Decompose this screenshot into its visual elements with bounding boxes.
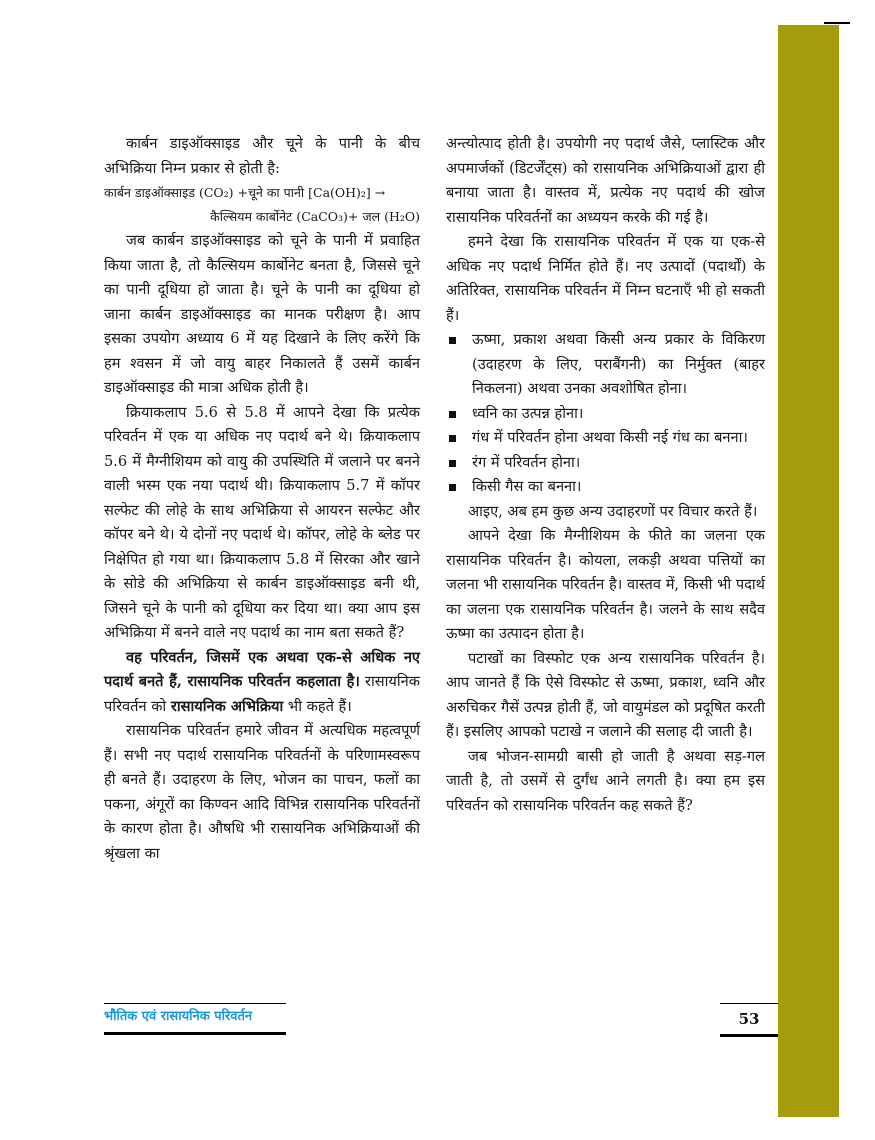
page-number: 53 [738, 1010, 760, 1028]
definition-bold: वह परिवर्तन, जिसमें एक अथवा एक-से अधिक नए पदार्थ बनते हैं, रासायनिक परिवर्तन कहलाता है। [104, 648, 420, 690]
intro-paragraph: कार्बन डाइऑक्साइड और चूने के पानी के बीच अभिक्रिया निम्न प्रकार से होती है: [104, 135, 420, 177]
firecracker-paragraph: पटाखों का विस्फोट एक अन्य रासायनिक परिवर्तन है। आप जानते हैं कि ऐसे विस्फोट से ऊष्मा, प्रकाश, ध्वनि और अरुचिकर गैसें उत्पन्न होती हैं, जो वायुमंडल को प्रदूषित करती हैं। इसलिए आपको पटाखे न जलाने की सलाह दी जाती है। [446, 649, 765, 740]
list-item: ध्वनि का उत्पन्न होना। [446, 402, 765, 427]
definition-paragraph [104, 646, 420, 720]
importance-paragraph: रासायनिक परिवर्तन हमारे जीवन में अत्यधिक महत्वपूर्ण हैं। सभी नए पदार्थ रासायनिक परिवर्तनों के परिणामस्वरूप ही बनते हैं। उदाहरण के लिए, भोजन का पाचन, फलों का पकना, अंगूरों का किण्वन आदि विभिन्न रासायनिक परिवर्तनों के कारण होता है। औषधि भी रासायनिक अभिक्रियाओं की श्रृंखला का [104, 722, 420, 862]
page-side-band [778, 25, 839, 1117]
footer-chapter-title: भौतिक एवं रासायनिक परिवर्तन [104, 1003, 286, 1035]
list-item: गंध में परिवर्तन होना अथवा किसी नई गंध का बनना। [446, 426, 765, 451]
definition-mid: रासायनिक परिवर्तन को [104, 673, 420, 715]
definition-end: भी कहते हैं। [283, 697, 352, 715]
phenomena-list [446, 328, 765, 500]
limewater-paragraph: जब कार्बन डाइऑक्साइड को चूने के पानी में प्रवाहित किया जाता है, तो कैल्सियम कार्बोनेट बनता है, जिससे चूने का पानी दूधिया हो जाता है। चूने के पानी का दूधिया हो जाना कार्बन डाइऑक्साइड का मानक परीक्षण है। आप इसका उपयोग अध्याय 6 में यह दिखाने के लिए करेंगे कि हम श्वसन में जो वायु बाहर निकालते हैं उसमें कार्बन डाइऑक्साइड की मात्रा अधिक होती है। [104, 232, 420, 396]
definition-term: रासायनिक अभिक्रिया [170, 697, 284, 715]
examples-paragraph: आइए, अब हम कुछ अन्य उदाहरणों पर विचार करते हैं। [468, 502, 758, 520]
equation-line-1: कार्बन डाइऑक्साइड (CO₂) +चूने का पानी [Ca(OH)₂] → [104, 185, 386, 200]
equation-line-2: कैल्सियम कार्बोनेट (CaCO₃)+ जल (H₂O) [210, 209, 420, 224]
activity-paragraph: क्रियाकलाप 5.6 से 5.8 में आपने देखा कि प्रत्येक परिवर्तन में एक या अधिक नए पदार्थ बने थे। क्रियाकलाप 5.6 में मैग्नीशियम को वायु की उपस्थिति में जलाने पर बनने वाली भस्म एक नया पदार्थ थी। क्रियाकलाप 5.7 में कॉपर सल्फेट की लोहे के साथ अभिक्रिया से आयरन सल्फेट और कॉपर बने थे। ये दोनों नए पदार्थ थे। कॉपर, लोहे के ब्लेड पर निक्षेपित हो गया था। क्रियाकलाप 5.8 में सिरका और खाने के सोडे की अभिक्रिया से कार्बन डाइऑक्साइड बनी थी, जिसने चूने के पानी को दूधिया कर दिया था। क्या आप इस अभिक्रिया में बनने वाले नए पदार्थ का नाम बता सकते हैं? [104, 403, 420, 641]
right-column [446, 132, 765, 818]
stale-food-paragraph: जब भोजन-सामग्री बासी हो जाती है अथवा सड़-गल जाती है, तो उसमें से दुर्गंध आने लगती है। क्या हम इस परिवर्तन को रासायनिक परिवर्तन कह सकते हैं? [446, 747, 765, 814]
list-item: ऊष्मा, प्रकाश अथवा किसी अन्य प्रकार के विकिरण (उदाहरण के लिए, पराबैंगनी) का निर्मुक्त (बाहर निकलना) अथवा उनका अवशोषित होना। [446, 328, 765, 402]
top-rule [824, 22, 850, 24]
phenomena-intro-paragraph: हमने देखा कि रासायनिक परिवर्तन में एक या एक-से अधिक नए पदार्थ निर्मित होते हैं। नए उत्पादों (पदार्थों) के अतिरिक्त, रासायनिक परिवर्तन में निम्न घटनाएँ भी हो सकती हैं। [446, 233, 765, 324]
left-column [104, 132, 420, 866]
continuation-paragraph: अन्त्योत्पाद होती है। उपयोगी नए पदार्थ जैसे, प्लास्टिक और अपमार्जकों (डिटर्जेंट्स) को रासायनिक अभिक्रियाओं द्वारा ही बनाया जाता है। वास्तव में, प्रत्येक नए पदार्थ की खोज रासायनिक परिवर्तनों का अध्ययन करके की गई है। [446, 135, 765, 226]
list-item: किसी गैस का बनना। [446, 475, 765, 500]
list-item: रंग में परिवर्तन होना। [446, 451, 765, 476]
burning-paragraph: आपने देखा कि मैग्नीशियम के फीते का जलना एक रासायनिक परिवर्तन है। कोयला, लकड़ी अथवा पत्तियों का जलना भी रासायनिक परिवर्तन है। वास्तव में, किसी भी पदार्थ का जलना एक रासायनिक परिवर्तन है। जलने के साथ सदैव ऊष्मा का उत्पादन होता है। [446, 527, 765, 642]
